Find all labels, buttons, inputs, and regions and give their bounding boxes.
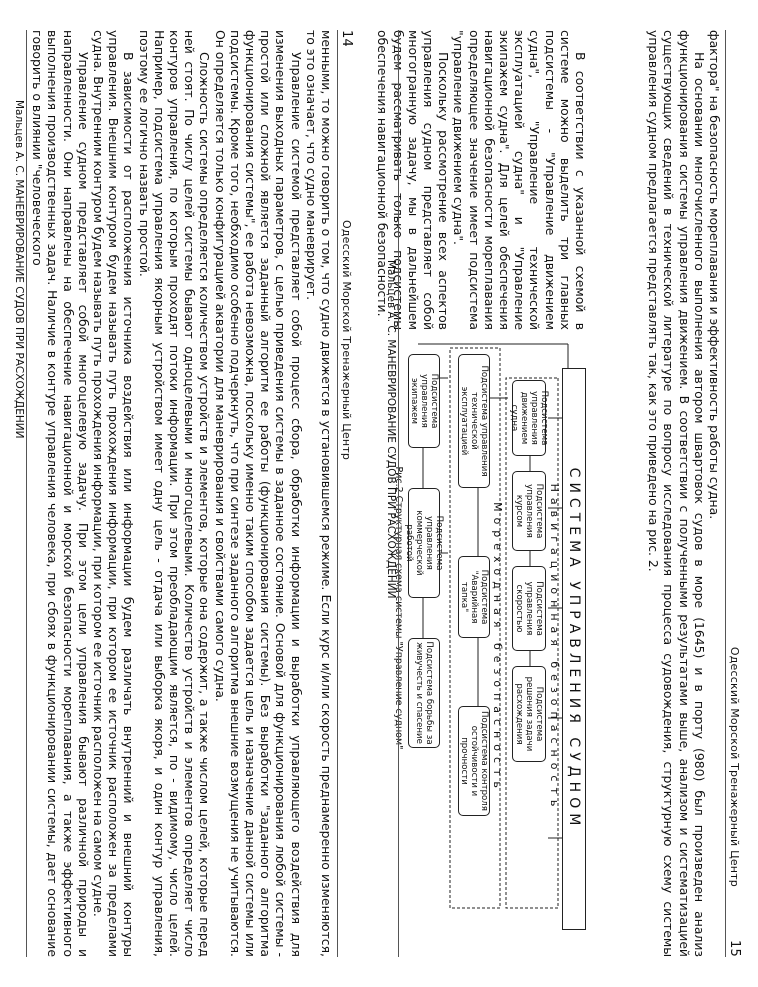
right-page [375, 0, 748, 987]
box-motion: Подсистема управления движением судна [512, 380, 546, 456]
right-paragraph-4: Поскольку рассмотрение всех аспектов управления судном представляет собой многогранную задачу, мы в дальнейшем будем рассматривать только подсистемы обеспечения навигационной безопасности. [375, 30, 452, 330]
band-navigation: Навигационная безопасность [548, 483, 561, 813]
structure-diagram [393, 338, 588, 957]
band-marine: Мореходная безопасность [491, 502, 504, 794]
diagram-caption: Рис.2 Структурная схема системы "Управление судном" [393, 466, 404, 750]
box-course: Подсистема управления курсом [512, 471, 546, 551]
right-paragraph-1: фактора" на безопасность мореплавания и эффективность работы судна. [707, 30, 722, 520]
right-bottom-text [375, 30, 588, 330]
left-paragraph-1: менными, то можно говорить о том, что судно движется в установившемся режиме. Если курс и/или скорость преднамеренно изменяются, то это означает, что судно маневрирует. [303, 30, 334, 957]
box-speed: Подсистема управления скоростью [512, 566, 546, 651]
diagram-title: СИСТЕМА УПРАВЛЕНИЯ СУДНОМ [562, 368, 586, 930]
left-page [10, 0, 360, 987]
box-survival: Подсистема борьбы за живучесть и спасение [408, 638, 440, 748]
right-page-number: 15 [727, 940, 742, 957]
box-emergency: Подсистема "Аварийная тапка" [458, 556, 490, 638]
left-body-text [30, 30, 334, 957]
right-running-foot [384, 30, 399, 957]
left-running-foot [12, 30, 27, 957]
box-tech: Подсистема управления технической эксплуатацией [458, 354, 490, 488]
right-header-title: Одесский Морской Тренажерный Центр [728, 646, 741, 887]
left-running-head [337, 30, 354, 957]
left-page-number: 14 [339, 30, 354, 47]
right-running-head [725, 30, 742, 957]
box-decision: Подсистема решения задачи расхождения [512, 666, 546, 762]
box-control: Подсистема контроля остойчивости и прочности [458, 706, 490, 816]
right-paragraph-2: На основании многочисленного выполнения автором швартовок судов в море (1645) и в порту (980) был произведен анализ функционирования системы управления движением. В соответствии с полученными результатами выше, анализом и систематизацией существующих сведений в технической литературе по вопросу исследования процесса судовождения, структурную схему системы управления судном предлагается представлять так, как это приведено на рис. 2. [646, 30, 707, 957]
right-footer-text: Мальцев А. С. МАНЕВРИРОВАНИЕ СУДОВ ПРИ РАСХОЖДЕНИИ [385, 260, 397, 599]
left-paragraph-3: Сложность системы определяется количеством устройств и элементов, которые она содержит, а также числом целей, которые перед ней стоят. По числу целей системы бывают одноцелевыми и многоцелевыми. Количество устройств и элементов определяет число контуров управления, по которым проходят потоки информации. При этом преобладающим является, по - видимому, число целей. Например, подсистема управления якорным устройством имеет одну цель - отдача или выборка якоря, и один контур управления, поэтому ее логично назвать простой. [136, 30, 213, 957]
left-paragraph-5: Управление судном представляет собой многоцелевую задачу. При этом цели управления бывают различной природы и направленности. Они направлены на обеспечение навигационной и морской безопасности мореплавания, а также эффективного выполнения производственных задач. Наличие в контуре управления человека, при сбоях в функционировании системы, дает основание говорить о влиянии "человеческого [30, 30, 91, 957]
right-paragraph-3: В соответствии с указанной схемой в системе можно выделить три главных подсистемы - "Управление движением судна", "Управление технической эксплуатацией судна" и "Управление экипажем судна". Для целей обеспечения навигационной безопасности мореплавания определяющее значение имеет подсистема "управление движением судна". [451, 30, 588, 330]
box-commercial: Подсистема управления коммерческой работой [408, 488, 440, 598]
left-header-title: Одесский Морской Тренажерный Центр [340, 220, 353, 461]
left-footer-text: Мальцев А. С. МАНЕВРИРОВАНИЕ СУДОВ ПРИ РАСХОЖДЕНИИ [13, 100, 25, 439]
right-top-text [588, 30, 722, 957]
box-crew: Подсистема управления экипажем [408, 354, 440, 448]
left-paragraph-2: Управление системой представляет собой процесс сбора, обработки информации и выработки управляющего воздействия для изменения выходных параметров, с целью приведения системы в заданное состояние. Основой для функционирования любой системы - простой или сложной является заданный алгоритм ее работы (функционирования системы). Без выработки "заданного алгоритма функционирования системы", ее работа невозможна, поскольку именно таким способом задается цель и назначение данной системы или подсистемы. Кроме того, необходимо особенно подчеркнуть, что при синтезе заданного алгоритма внешние возмущения не учитываются. Он определяется только конфигурацией акватории для маневрирования и свойствами самого судна. [212, 30, 304, 957]
left-paragraph-4: В зависимости от расположения источника воздействия или информации будем различать внутренний и внешний контуры управления. Внешним контуром будем называть путь прохождения информации, при котором ее источник расположен за пределами судна. Внутренним контуром будем называть путь прохождения информации, при котором ее источник расположен на самом судне. [90, 30, 137, 957]
